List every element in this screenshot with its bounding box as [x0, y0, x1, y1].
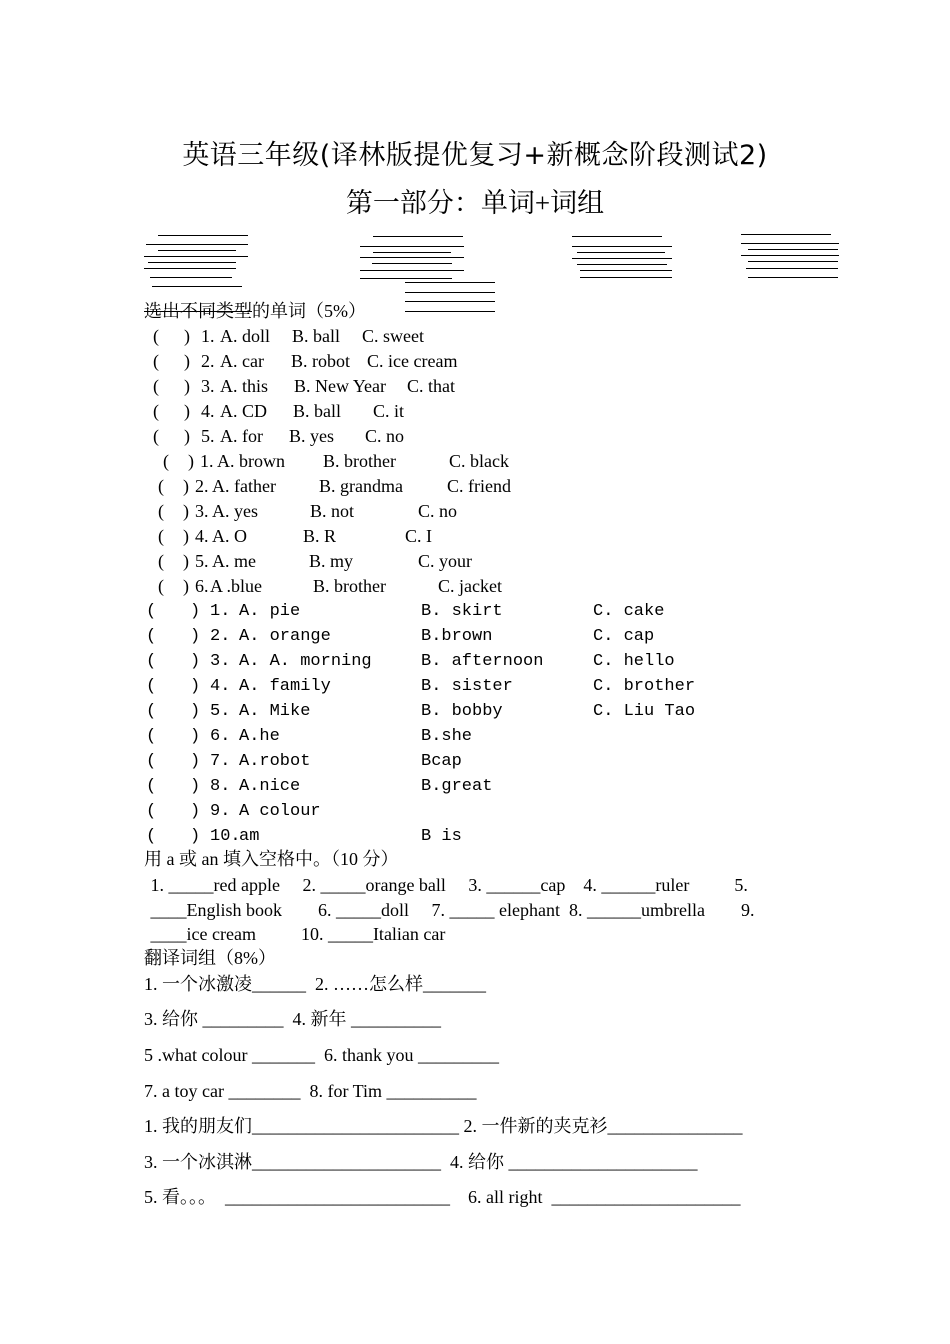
question-number: 2. [195, 476, 209, 496]
option-a: A. orange [239, 627, 331, 646]
question-number: 6. [210, 727, 231, 746]
option-a: A. pie [239, 602, 301, 621]
option-c: C. black [449, 451, 509, 471]
option-a: A.nice [239, 777, 301, 796]
question-number: 4. [195, 526, 209, 546]
option-a: A. Mike [239, 702, 311, 721]
option-b: B. ball [292, 326, 340, 346]
question-number: 7. [210, 752, 231, 771]
question-number: 1. [210, 602, 231, 621]
option-c: C. sweet [362, 326, 424, 346]
option-b: B. brother [323, 451, 396, 471]
question-number: 1. [201, 326, 215, 346]
translate-row: 3. 一个冰淇淋_____________________ 4. 给你 _____________________ [144, 1152, 698, 1172]
question-number: 3. [195, 501, 209, 521]
option-b: B. grandma [319, 476, 403, 496]
option-a: A. doll [220, 326, 271, 346]
option-a: A. O [212, 526, 247, 546]
option-b: B. robot [291, 351, 351, 371]
option-a: A. this [220, 376, 269, 396]
option-c: C. hello [593, 652, 675, 671]
translate-row: 5. 看。。。 _________________________ 6. all right _____________________ [144, 1187, 741, 1207]
option-a: A. brown [217, 451, 285, 471]
option-b: B. afternoon [421, 652, 544, 671]
fill-line-1: 1. _____red apple 2. _____orange ball 3. ______cap 4. ______ruler 5. [146, 875, 748, 895]
option-a: A. A. morning [239, 652, 372, 671]
option-c: C. brother [593, 677, 696, 696]
option-a: A. father [212, 476, 276, 496]
option-a: A. family [239, 677, 331, 696]
question-number: 9. [210, 802, 231, 821]
option-a: A.he [239, 727, 280, 746]
option-a: A.robot [239, 752, 311, 771]
fill-line-2: ____English book 6. _____doll 7. _____ elephant 8. ______umbrella 9. [146, 900, 755, 920]
translate-row: 3. 给你 _________ 4. 新年 __________ [144, 1009, 441, 1029]
question-number: 1. [200, 451, 214, 471]
section1-heading-struck: 选出不同类型 [144, 301, 252, 321]
option-c: C. I [405, 526, 432, 546]
option-c: C. jacket [438, 576, 502, 596]
question-number: 3. [201, 376, 215, 396]
option-b: Bcap [421, 752, 462, 771]
option-b: B.she [421, 727, 473, 746]
option-c: C. friend [447, 476, 511, 496]
option-c: C. no [418, 501, 458, 521]
option-b: B. skirt [421, 602, 503, 621]
translate-row: 5 .what colour _______ 6. thank you _________ [144, 1045, 499, 1065]
question-number: 6. [195, 576, 209, 596]
section2-heading: 用 a 或 an 填入空格中。（10 分） [144, 849, 399, 869]
option-a: A. yes [212, 501, 258, 521]
option-b: B is [421, 827, 462, 846]
option-b: B. brother [313, 576, 386, 596]
translate-row: 1. 一个冰激凌______ 2. ……怎么样_______ [144, 974, 486, 994]
question-number: 8. [210, 777, 231, 796]
question-number: 2. [201, 351, 215, 371]
question-number: 2. [210, 627, 231, 646]
option-c: C. that [407, 376, 455, 396]
option-b: B. bobby [421, 702, 503, 721]
option-a: A. for [220, 426, 263, 446]
option-a: A. me [212, 551, 256, 571]
option-a: A .blue [210, 576, 262, 596]
question-number: 5. [210, 702, 231, 721]
option-b: B. New Year [294, 376, 386, 396]
option-b: B. sister [421, 677, 513, 696]
option-b: B.great [421, 777, 493, 796]
translate-row: 7. a toy car ________ 8. for Tim __________ [144, 1081, 477, 1101]
option-c: C. cap [593, 627, 655, 646]
question-number: 10. [210, 827, 241, 846]
option-a: am [239, 827, 260, 846]
question-number: 4. [201, 401, 215, 421]
page-subtitle: 第一部分：单词+词组 [345, 188, 605, 218]
option-b: B. my [309, 551, 354, 571]
option-b: B. not [310, 501, 355, 521]
section1-heading-rest: 的单词（5%） [252, 301, 366, 321]
option-a: A colour [239, 802, 321, 821]
option-b: B.brown [421, 627, 493, 646]
option-c: C. ice cream [367, 351, 458, 371]
option-c: C. cake [593, 602, 665, 621]
translate-row: 1. 我的朋友们_______________________ 2. 一件新的夹克衫_______________ [144, 1116, 743, 1136]
option-c: C. no [365, 426, 405, 446]
question-number: 5. [195, 551, 209, 571]
question-number: 4. [210, 677, 231, 696]
question-number: 5. [201, 426, 215, 446]
option-c: C. Liu Tao [593, 702, 696, 721]
question-number: 3. [210, 652, 231, 671]
option-b: B. ball [293, 401, 341, 421]
option-a: A. car [220, 351, 264, 371]
fill-line-3: ____ice cream 10. _____Italian car [146, 924, 446, 944]
page-title: 英语三年级(译林版提优复习+新概念阶段测试2) [182, 140, 768, 171]
option-a: A. CD [220, 401, 268, 421]
option-b: B. R [303, 526, 337, 546]
option-b: B. yes [289, 426, 334, 446]
section3-heading: 翻译词组（8%） [144, 948, 276, 968]
option-c: C. it [373, 401, 405, 421]
option-c: C. your [418, 551, 472, 571]
section1-heading [144, 299, 366, 324]
